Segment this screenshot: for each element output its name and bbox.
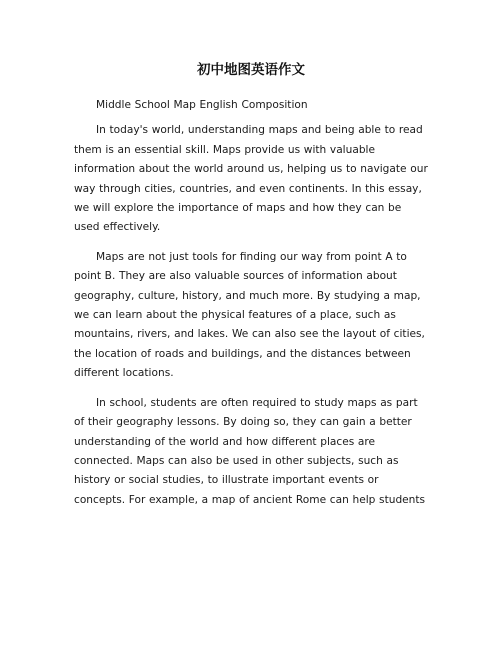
paragraph-1: In today's world, understanding maps and being able to read them is an essential skill. Maps provide us with valuable information about the world around us, helping us to navigate our way through cities, countries, and even continents. In this essay, we will explore the importance of maps and how they can be used effectively. — [74, 124, 428, 234]
document-subtitle: Middle School Map English Composition — [96, 99, 308, 111]
paragraph-2: Maps are not just tools for finding our way from point A to point B. They are also valuable sources of information about geography, culture, history, and much more. By studying a map, we can learn about the physical features of a place, such as mountains, rivers, and lakes. We can also see the layout of cities, the location of roads and buildings, and the distances between different locations. — [74, 250, 425, 380]
paragraph-3: In school, students are often required to study maps as part of their geography lessons. By doing so, they can gain a better understanding of the world and how different places are connected. Maps can also be used in other subjects, such as history or social studies, to illustrate important events or concepts. For example, a map of ancient Rome can help students — [74, 396, 426, 506]
document-title: 初中地图英语作文 — [197, 62, 305, 78]
document-body — [74, 96, 430, 520]
